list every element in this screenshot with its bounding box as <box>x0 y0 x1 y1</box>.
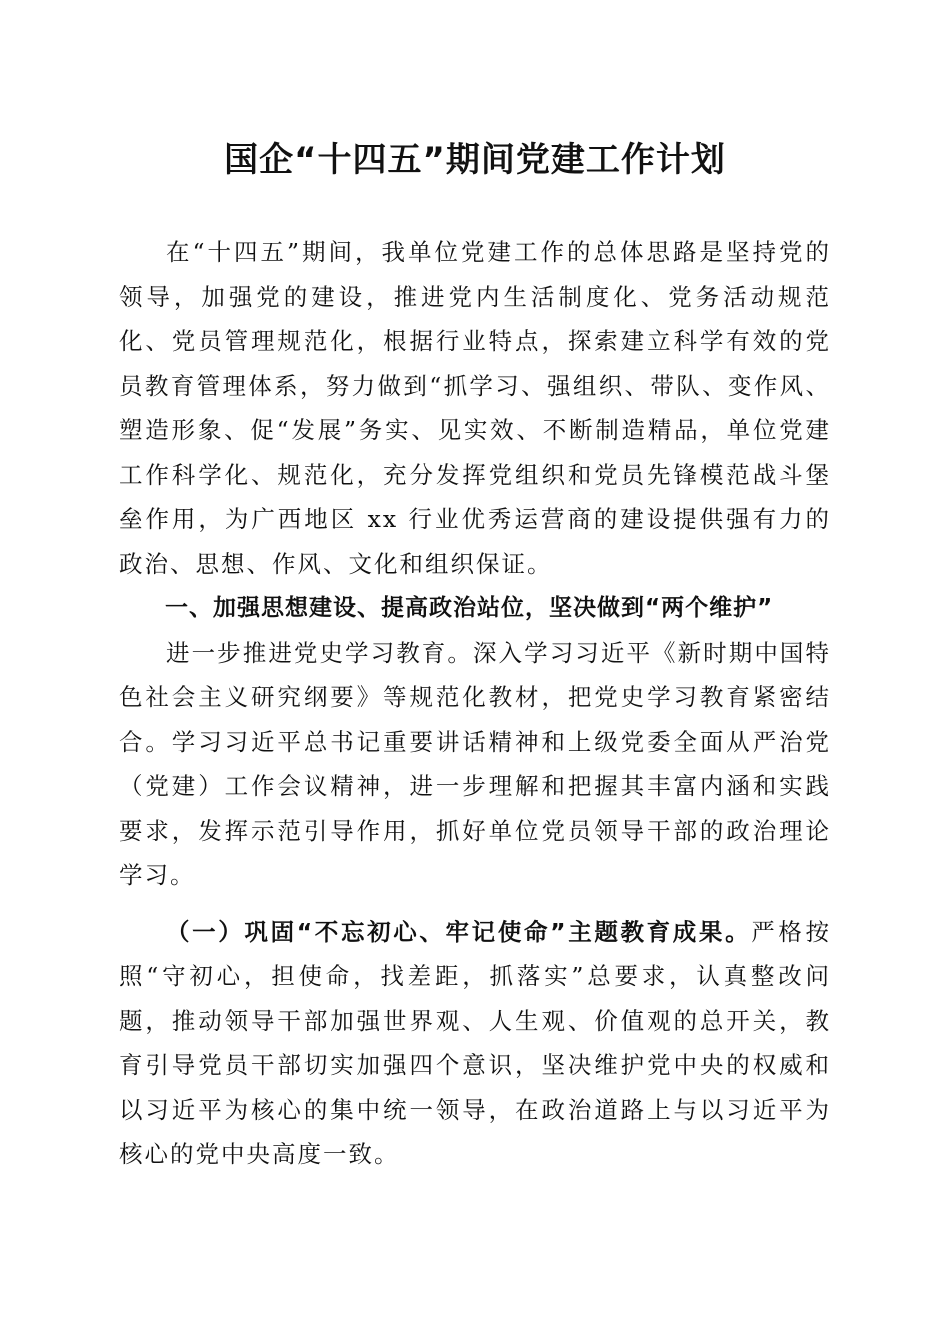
subsection-1-text: 严格按照“守初心，担使命，找差距，抓落实”总要求，认真整改问题，推动领导干部加强世界观、人生观、价值观的总开关，教育引导党员干部切实加强四个意识，坚决维护党中央的权威和以习近平为核心的集中统一领导，在政治道路上与以习近平为核心的党中央高度一致。 <box>119 917 832 1168</box>
document-title: 国企“十四五”期间党建工作计划 <box>224 140 726 180</box>
section-1-paragraph: 进一步推进党史学习教育。深入学习习近平《新时期中国特色社会主义研究纲要》等规范化教材，把党史学习教育紧密结合。学习习近平总书记重要讲话精神和上级党委全面从严治党（党建）工作会议精神，进一步理解和把握其丰富内涵和实践要求，发挥示范引导作用，抓好单位党员领导干部的政治理论学习。 <box>119 638 831 889</box>
document-body <box>119 230 831 1177</box>
section-heading-1: 一、加强思想建设、提高政治站位，坚决做到“两个维护” <box>165 595 774 621</box>
subsection-heading-1: （一）巩固“不忘初心、牢记使命”主题教育成果。 <box>166 917 752 946</box>
subsection-1-paragraph <box>119 910 831 1177</box>
intro-paragraph: 在“十四五”期间，我单位党建工作的总体思路是坚持党的领导，加强党的建设，推进党内生活制度化、党务活动规范化、党员管理规范化，根据行业特点，探索建立科学有效的党员教育管理体系，努力做到“抓学习、强组织、带队、变作风、塑造形象、促“发展”务实、见实效、不断制造精品，单位党建工作科学化、规范化，充分发挥党组织和党员先锋模范战斗堡垒作用，为广西地区 xx 行业优秀运营商的建设提供强有力的政治、思想、作风、文化和组织保证。 <box>119 238 831 578</box>
